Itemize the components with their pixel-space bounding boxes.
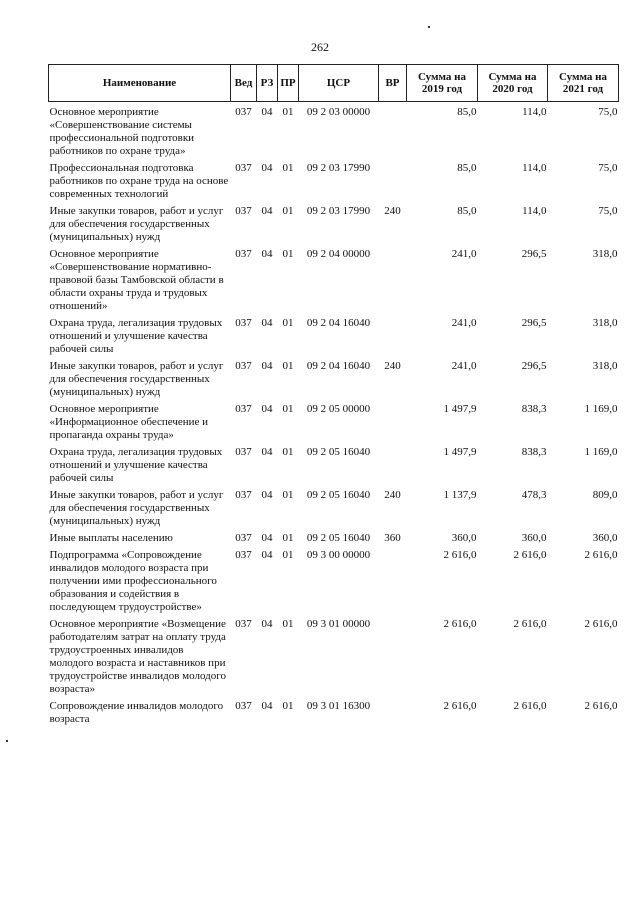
cell-name: Иные выплаты населению <box>49 532 173 544</box>
cell-ved: 037 <box>235 205 252 217</box>
cell-sum-2020: 2 616,0 <box>513 618 547 630</box>
cell-pr: 01 <box>282 162 294 174</box>
table-row <box>49 399 619 442</box>
cell-name: Иные закупки товаров, работ и услуг для обеспечения государственных (муниципальных) нужд <box>49 489 224 527</box>
header-sum-2019: Сумма на 2019 год <box>407 65 478 102</box>
cell-sum-2021: 1 169,0 <box>584 403 618 415</box>
cell-sum-2021: 2 616,0 <box>584 700 618 712</box>
cell-pr: 01 <box>282 489 294 501</box>
cell-sum-2020: 2 616,0 <box>513 549 547 561</box>
cell-sum-2019: 241,0 <box>451 317 477 329</box>
cell-pr: 01 <box>282 446 294 458</box>
cell-sum-2021: 360,0 <box>592 532 618 544</box>
cell-csr: 09 3 00 00000 <box>306 549 371 561</box>
header-csr: ЦСР <box>299 65 379 102</box>
cell-sum-2021: 75,0 <box>598 162 618 174</box>
cell-vr <box>379 614 407 696</box>
scan-speck <box>6 740 8 742</box>
cell-sum-2021: 2 616,0 <box>584 549 618 561</box>
cell-ved: 037 <box>235 360 252 372</box>
table-header-row <box>49 65 619 102</box>
header-sum-2020: Сумма на 2020 год <box>478 65 548 102</box>
cell-csr: 09 2 05 16040 <box>306 489 371 501</box>
cell-name: Охрана труда, легализация трудовых отношений и улучшение качества рабочей силы <box>49 317 223 355</box>
cell-sum-2020: 296,5 <box>521 317 547 329</box>
cell-sum-2019: 1 497,9 <box>443 446 477 458</box>
cell-name: Основное мероприятие «Совершенствование нормативно-правовой базы Тамбовской области в области охраны труда и трудовых отношений» <box>49 248 224 312</box>
header-rz: РЗ <box>257 65 278 102</box>
cell-sum-2019: 2 616,0 <box>443 618 477 630</box>
cell-pr: 01 <box>282 403 294 415</box>
table-row <box>49 313 619 356</box>
cell-ved: 037 <box>235 106 252 118</box>
cell-vr <box>379 102 407 159</box>
cell-sum-2020: 114,0 <box>522 106 547 118</box>
cell-rz: 04 <box>261 360 273 372</box>
cell-sum-2021: 75,0 <box>598 106 618 118</box>
cell-sum-2021: 318,0 <box>592 317 618 329</box>
cell-ved: 037 <box>235 489 252 501</box>
cell-sum-2021: 2 616,0 <box>584 618 618 630</box>
cell-rz: 04 <box>261 106 273 118</box>
table-row <box>49 158 619 201</box>
cell-ved: 037 <box>235 162 252 174</box>
cell-csr: 09 3 01 00000 <box>306 618 371 630</box>
cell-ved: 037 <box>235 618 252 630</box>
cell-pr: 01 <box>282 618 294 630</box>
cell-sum-2019: 85,0 <box>457 162 477 174</box>
table-row <box>49 528 619 545</box>
header-name: Наименование <box>49 65 231 102</box>
table-row <box>49 244 619 313</box>
cell-rz: 04 <box>261 248 273 260</box>
cell-name: Подпрограмма «Сопровождение инвалидов молодого возраста при получении ими профессионального образования и содействия в последующем трудоустройстве» <box>49 549 217 613</box>
cell-csr: 09 2 05 16040 <box>306 446 371 458</box>
cell-name: Профессиональная подготовка работников по охране труда на основе современных технологий <box>49 162 229 200</box>
cell-ved: 037 <box>235 446 252 458</box>
cell-sum-2020: 114,0 <box>522 205 547 217</box>
budget-table <box>48 64 619 726</box>
table-row <box>49 545 619 614</box>
scan-speck <box>428 26 430 28</box>
cell-name: Иные закупки товаров, работ и услуг для обеспечения государственных (муниципальных) нужд <box>49 360 224 398</box>
cell-pr: 01 <box>282 700 294 712</box>
cell-sum-2020: 114,0 <box>522 162 547 174</box>
cell-sum-2020: 296,5 <box>521 248 547 260</box>
cell-sum-2020: 838,3 <box>521 446 547 458</box>
cell-pr: 01 <box>282 317 294 329</box>
cell-ved: 037 <box>235 700 252 712</box>
table-body <box>49 102 619 727</box>
cell-sum-2020: 296,5 <box>521 360 547 372</box>
table-row <box>49 356 619 399</box>
header-sum-2021: Сумма на 2021 год <box>548 65 619 102</box>
cell-ved: 037 <box>235 549 252 561</box>
cell-sum-2019: 1 137,9 <box>443 489 477 501</box>
table-row <box>49 102 619 159</box>
header-ved: Вед <box>231 65 257 102</box>
cell-csr: 09 2 04 16040 <box>306 317 371 329</box>
cell-sum-2021: 318,0 <box>592 248 618 260</box>
cell-sum-2019: 85,0 <box>457 106 477 118</box>
cell-rz: 04 <box>261 317 273 329</box>
cell-name: Иные закупки товаров, работ и услуг для обеспечения государственных (муниципальных) нужд <box>49 205 224 243</box>
table-row <box>49 442 619 485</box>
cell-ved: 037 <box>235 403 252 415</box>
cell-vr <box>379 399 407 442</box>
cell-name: Основное мероприятие «Информационное обеспечение и пропаганда охраны труда» <box>49 403 209 441</box>
cell-csr: 09 3 01 16300 <box>306 700 371 712</box>
cell-name: Охрана труда, легализация трудовых отношений и улучшение качества рабочей силы <box>49 446 223 484</box>
cell-vr <box>379 442 407 485</box>
cell-sum-2019: 2 616,0 <box>443 700 477 712</box>
cell-sum-2019: 360,0 <box>451 532 477 544</box>
cell-csr: 09 2 04 16040 <box>306 360 371 372</box>
cell-rz: 04 <box>261 532 273 544</box>
cell-rz: 04 <box>261 618 273 630</box>
cell-rz: 04 <box>261 549 273 561</box>
cell-sum-2021: 75,0 <box>598 205 618 217</box>
cell-pr: 01 <box>282 532 294 544</box>
cell-sum-2019: 85,0 <box>457 205 477 217</box>
cell-sum-2021: 1 169,0 <box>584 446 618 458</box>
cell-sum-2021: 809,0 <box>592 489 618 501</box>
cell-vr <box>379 545 407 614</box>
cell-vr: 240 <box>384 360 401 372</box>
cell-ved: 037 <box>235 532 252 544</box>
cell-csr: 09 2 05 16040 <box>306 532 371 544</box>
table-row <box>49 614 619 696</box>
cell-name: Сопровождение инвалидов молодого возраста <box>49 700 224 725</box>
cell-sum-2019: 1 497,9 <box>443 403 477 415</box>
cell-vr <box>379 313 407 356</box>
cell-pr: 01 <box>282 549 294 561</box>
cell-pr: 01 <box>282 106 294 118</box>
cell-ved: 037 <box>235 248 252 260</box>
cell-vr <box>379 158 407 201</box>
cell-vr: 240 <box>384 489 401 501</box>
cell-rz: 04 <box>261 403 273 415</box>
table-row <box>49 485 619 528</box>
header-vr: ВР <box>379 65 407 102</box>
cell-name: Основное мероприятие «Возмещение работодателям затрат на оплату труда трудоустроенных инвалидов молодого возраста и наставников при трудоустройстве инвалидов молодого возраста» <box>49 618 226 695</box>
cell-pr: 01 <box>282 360 294 372</box>
cell-csr: 09 2 03 17990 <box>306 205 371 217</box>
cell-csr: 09 2 03 00000 <box>306 106 371 118</box>
table-row <box>49 696 619 726</box>
cell-rz: 04 <box>261 205 273 217</box>
cell-name: Основное мероприятие «Совершенствование системы профессиональной подготовки работников по охране труда» <box>49 106 195 157</box>
cell-vr: 240 <box>384 205 401 217</box>
cell-pr: 01 <box>282 205 294 217</box>
cell-csr: 09 2 04 00000 <box>306 248 371 260</box>
cell-sum-2019: 241,0 <box>451 360 477 372</box>
cell-rz: 04 <box>261 162 273 174</box>
cell-csr: 09 2 03 17990 <box>306 162 371 174</box>
cell-sum-2019: 241,0 <box>451 248 477 260</box>
cell-sum-2020: 2 616,0 <box>513 700 547 712</box>
page-number: 262 <box>311 40 329 54</box>
header-pr: ПР <box>278 65 299 102</box>
cell-pr: 01 <box>282 248 294 260</box>
cell-vr <box>379 244 407 313</box>
cell-vr: 360 <box>384 532 401 544</box>
cell-csr: 09 2 05 00000 <box>306 403 371 415</box>
cell-vr <box>379 696 407 726</box>
cell-sum-2020: 360,0 <box>521 532 547 544</box>
cell-sum-2019: 2 616,0 <box>443 549 477 561</box>
cell-rz: 04 <box>261 700 273 712</box>
cell-rz: 04 <box>261 489 273 501</box>
cell-sum-2021: 318,0 <box>592 360 618 372</box>
cell-rz: 04 <box>261 446 273 458</box>
cell-sum-2020: 838,3 <box>521 403 547 415</box>
cell-sum-2020: 478,3 <box>521 489 547 501</box>
cell-ved: 037 <box>235 317 252 329</box>
table-row <box>49 201 619 244</box>
